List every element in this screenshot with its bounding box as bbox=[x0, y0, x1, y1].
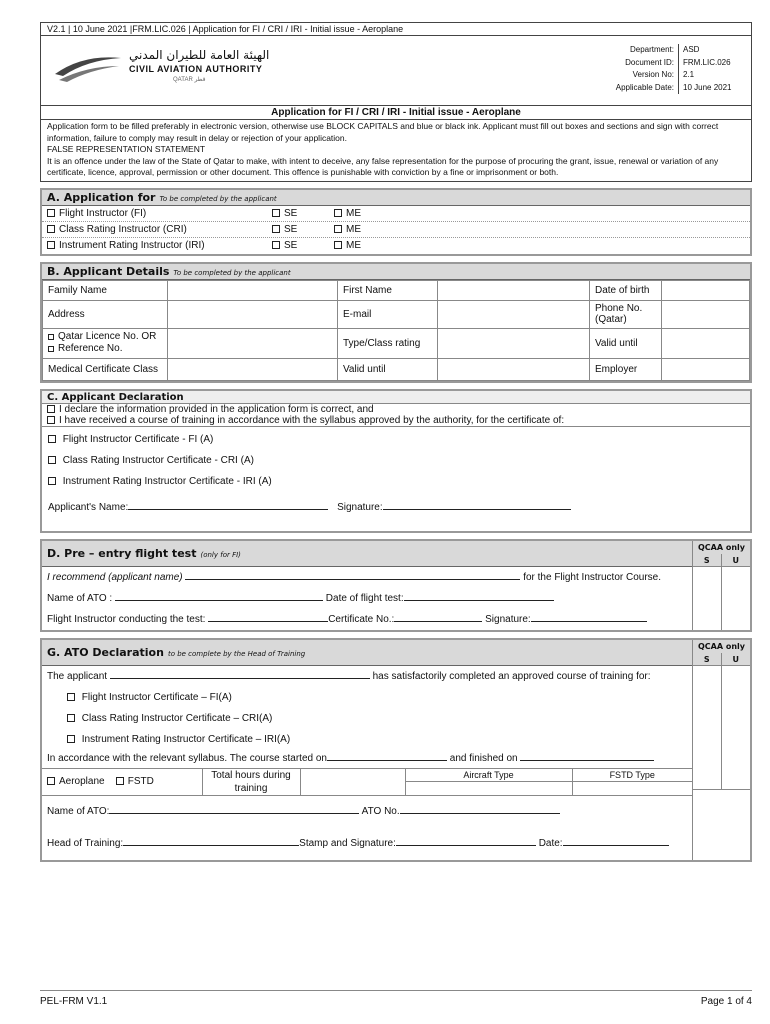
certificate-no-label: Certificate No.: bbox=[328, 613, 395, 625]
fi-checkbox[interactable] bbox=[47, 209, 55, 217]
logo-arabic-text: الهيئة العامة للطيران المدني bbox=[129, 48, 270, 62]
cri-cert-checkbox[interactable] bbox=[48, 456, 56, 464]
applicant-name-field[interactable] bbox=[128, 500, 328, 510]
ato-iri-checkbox[interactable] bbox=[67, 735, 75, 743]
fi-se-checkbox[interactable] bbox=[272, 209, 280, 217]
type-class-rating-label: Type/Class rating bbox=[338, 328, 438, 358]
medical-class-label: Medical Certificate Class bbox=[43, 358, 168, 380]
section-b-applicant-details bbox=[40, 262, 752, 383]
iri-se-checkbox[interactable] bbox=[272, 241, 280, 249]
ato-g-name-field[interactable] bbox=[109, 804, 359, 814]
ato-applicant-name-field[interactable] bbox=[110, 669, 370, 679]
form-code: PEL-FRM V1.1 bbox=[40, 996, 108, 1007]
fi-label: Flight Instructor (FI) bbox=[59, 207, 147, 219]
ato-iri-label: Instrument Rating Instructor Certificate – IRI(A) bbox=[81, 733, 291, 745]
section-note: (only for FI) bbox=[200, 550, 241, 559]
address-label: Address bbox=[43, 300, 168, 328]
qcaa-box bbox=[692, 541, 750, 630]
instructor-field[interactable] bbox=[208, 612, 328, 622]
recommend-name-field[interactable] bbox=[185, 570, 520, 580]
iri-cert-label: Instrument Rating Instructor Certificate - IRI (A) bbox=[62, 475, 272, 487]
ato-name-label: Name of ATO: bbox=[47, 805, 110, 817]
qcaa-label: QCAA only bbox=[693, 541, 750, 554]
type-class-rating-field[interactable] bbox=[438, 328, 590, 358]
me-label: ME bbox=[346, 207, 361, 219]
fi-cert-checkbox[interactable] bbox=[48, 435, 56, 443]
section-note: to be complete by the Head of Training bbox=[167, 649, 306, 658]
cri-se-checkbox[interactable] bbox=[272, 225, 280, 233]
qcaa-label: QCAA only bbox=[693, 640, 750, 653]
ato-name-label: Name of ATO : bbox=[47, 592, 113, 604]
section-note: To be completed by the applicant bbox=[159, 194, 277, 203]
valid-until-label: Valid until bbox=[590, 328, 662, 358]
me-label: ME bbox=[346, 239, 361, 251]
applicant-label: The applicant bbox=[47, 670, 108, 682]
declare-correct-text: I declare the information provided in the application form is correct, and bbox=[59, 403, 374, 415]
applicant-details-table bbox=[42, 280, 750, 381]
section-header bbox=[42, 640, 692, 666]
qcaa-s-field[interactable] bbox=[693, 567, 722, 630]
se-label: SE bbox=[284, 207, 298, 219]
course-start-field[interactable] bbox=[327, 751, 447, 761]
ato-fi-checkbox[interactable] bbox=[67, 693, 75, 701]
aeroplane-checkbox[interactable] bbox=[47, 777, 55, 785]
licence-number-field[interactable] bbox=[168, 328, 338, 358]
email-field[interactable] bbox=[438, 300, 590, 328]
cri-label: Class Rating Instructor (CRI) bbox=[59, 223, 187, 235]
page-footer bbox=[40, 990, 752, 1007]
course-started-label: In accordance with the relevant syllabus. The course started on bbox=[47, 752, 327, 764]
fi-cert-label: Flight Instructor Certificate - FI (A) bbox=[62, 433, 214, 445]
section-title: A. Application for bbox=[47, 190, 156, 204]
cri-checkbox[interactable] bbox=[47, 225, 55, 233]
section-title: G. ATO Declaration bbox=[47, 645, 164, 659]
form-header bbox=[40, 36, 752, 106]
se-label: SE bbox=[284, 223, 298, 235]
recommend-label: I recommend (applicant name) bbox=[47, 571, 183, 583]
qcaa-u-label: U bbox=[732, 654, 739, 664]
aeroplane-label: Aeroplane bbox=[59, 776, 105, 787]
section-header bbox=[42, 391, 750, 404]
head-training-field[interactable] bbox=[123, 836, 299, 846]
stamp-signature-label: Stamp and Signature: bbox=[299, 837, 396, 849]
ato-cri-checkbox[interactable] bbox=[67, 714, 75, 722]
fstd-label: FSTD bbox=[127, 776, 154, 787]
fstd-type-label: FSTD Type bbox=[572, 768, 692, 782]
fstd-checkbox[interactable] bbox=[116, 777, 124, 785]
fi-me-checkbox[interactable] bbox=[334, 209, 342, 217]
me-label: ME bbox=[346, 223, 361, 235]
ato-name-field[interactable] bbox=[115, 591, 323, 601]
family-name-field[interactable] bbox=[168, 280, 338, 300]
cri-me-checkbox[interactable] bbox=[334, 225, 342, 233]
meta-key: Applicable Date: bbox=[601, 82, 679, 95]
declare-training-text: I have received a course of training in accordance with the syllabus approved by the authority, for the certificate of: bbox=[59, 414, 565, 426]
logo-english-text: CIVIL AVIATION AUTHORITY bbox=[129, 64, 263, 74]
section-header bbox=[42, 264, 750, 280]
form-page bbox=[40, 22, 752, 862]
medical-valid-label: Valid until bbox=[338, 358, 438, 380]
iri-checkbox[interactable] bbox=[47, 241, 55, 249]
instructor-label: Flight Instructor conducting the test: bbox=[47, 613, 206, 625]
qcaa-u-field[interactable] bbox=[722, 666, 750, 789]
ato-number-label: ATO No. bbox=[361, 805, 400, 817]
first-name-label: First Name bbox=[338, 280, 438, 300]
fstd-type-field[interactable] bbox=[572, 782, 692, 796]
phone-field[interactable] bbox=[662, 300, 750, 328]
applicant-name-label: Applicant's Name: bbox=[48, 501, 129, 513]
iri-label: Instrument Rating Instructor (IRI) bbox=[59, 239, 205, 251]
email-label: E-mail bbox=[338, 300, 438, 328]
meta-key: Department: bbox=[601, 44, 679, 57]
ato-number-field[interactable] bbox=[400, 804, 560, 814]
declare-correct-checkbox[interactable] bbox=[47, 405, 55, 413]
ato-cri-label: Class Rating Instructor Certificate – CRI(A) bbox=[81, 712, 273, 724]
completed-text: has satisfactorily completed an approved course of training for: bbox=[372, 670, 651, 682]
meta-value: ASD bbox=[683, 45, 700, 54]
training-table bbox=[42, 768, 692, 796]
course-finish-field[interactable] bbox=[520, 751, 654, 761]
medical-valid-field[interactable] bbox=[438, 358, 590, 380]
section-c-declaration bbox=[40, 389, 752, 533]
ato-fi-label: Flight Instructor Certificate – FI(A) bbox=[81, 691, 232, 703]
reference-no-label: Reference No. bbox=[58, 343, 123, 354]
logo-country-text: QATAR قطر bbox=[173, 77, 206, 83]
swoosh-logo-icon bbox=[53, 52, 123, 86]
qcaa-u-label: U bbox=[732, 555, 739, 565]
signature-label: Signature: bbox=[337, 501, 383, 513]
employer-label: Employer bbox=[590, 358, 662, 380]
iri-me-checkbox[interactable] bbox=[334, 241, 342, 249]
total-hours-label: Total hours during training bbox=[202, 768, 300, 795]
section-title: C. Applicant Declaration bbox=[47, 391, 184, 403]
medical-class-field[interactable] bbox=[168, 358, 338, 380]
flight-test-date-field[interactable] bbox=[404, 591, 554, 601]
form-instructions bbox=[40, 120, 752, 182]
qcaa-s-label: S bbox=[693, 653, 722, 665]
aircraft-type-field[interactable] bbox=[405, 782, 572, 796]
recommend-suffix: for the Flight Instructor Course. bbox=[523, 571, 662, 583]
dob-field[interactable] bbox=[662, 280, 750, 300]
first-name-field[interactable] bbox=[438, 280, 590, 300]
section-header bbox=[42, 190, 750, 206]
section-title: B. Applicant Details bbox=[47, 264, 170, 278]
section-title: D. Pre – entry flight test bbox=[47, 546, 197, 560]
qatar-licence-checkbox[interactable] bbox=[48, 334, 54, 340]
meta-value: FRM.LIC.026 bbox=[683, 57, 731, 67]
document-reference-line: V2.1 | 10 June 2021 |FRM.LIC.026 | Application for FI / CRI / IRI - Initial issue - Aeroplane bbox=[40, 22, 752, 36]
applicant-signature-field[interactable] bbox=[383, 500, 571, 510]
meta-key: Version No: bbox=[601, 69, 679, 82]
false-statement-text: It is an offence under the law of the State of Qatar to make, with intent to deceive, any false representation for the purpose of procuring the grant, issue, renewal or variation of any certificate, licence, approval, permission or other document. This offence is punishable with conviction by a fine or imprisonment or both. bbox=[47, 155, 719, 177]
flight-test-date-label: Date of flight test: bbox=[325, 592, 404, 604]
instructions-text: Application form to be filled preferably in electronic version, otherwise use BLOCK CAPITALS and blue or black ink. Applicant must fill out boxes and sections and sign with correct information, failure to comply may result in delay or rejection of your application. bbox=[47, 121, 719, 143]
certificate-no-field[interactable] bbox=[394, 612, 482, 622]
qcaa-s-label: S bbox=[693, 554, 722, 566]
section-note: To be completed by the applicant bbox=[173, 268, 291, 277]
document-meta bbox=[601, 36, 751, 94]
meta-value: 2.1 bbox=[683, 70, 695, 79]
family-name-label: Family Name bbox=[43, 280, 168, 300]
false-statement-heading: FALSE REPRESENTATION STATEMENT bbox=[47, 144, 206, 154]
course-finished-label: and finished on bbox=[449, 752, 518, 764]
caa-logo bbox=[53, 46, 293, 96]
employer-field[interactable] bbox=[662, 358, 750, 380]
aircraft-type-label: Aircraft Type bbox=[405, 768, 572, 782]
section-d-preentry-test bbox=[40, 539, 752, 632]
meta-key: Document ID: bbox=[601, 57, 679, 70]
page-number: Page 1 of 4 bbox=[700, 996, 752, 1007]
dob-label: Date of birth bbox=[590, 280, 662, 300]
phone-label: Phone No. (Qatar) bbox=[590, 300, 662, 328]
qcaa-s-field[interactable] bbox=[693, 666, 722, 789]
address-field[interactable] bbox=[168, 300, 338, 328]
section-a-application bbox=[40, 188, 752, 256]
head-date-field[interactable] bbox=[563, 836, 669, 846]
qatar-licence-label: Qatar Licence No. OR bbox=[58, 331, 157, 342]
head-training-label: Head of Training: bbox=[47, 837, 124, 849]
iri-cert-checkbox[interactable] bbox=[48, 477, 56, 485]
cri-cert-label: Class Rating Instructor Certificate - CRI (A) bbox=[62, 454, 254, 466]
rating-valid-until-field[interactable] bbox=[662, 328, 750, 358]
stamp-signature-field[interactable] bbox=[396, 836, 536, 846]
reference-no-checkbox[interactable] bbox=[48, 346, 54, 352]
section-header bbox=[42, 541, 692, 567]
total-hours-field[interactable] bbox=[300, 768, 405, 795]
declare-training-checkbox[interactable] bbox=[47, 416, 55, 424]
qcaa-box bbox=[692, 640, 750, 860]
meta-value: 10 June 2021 bbox=[683, 82, 732, 92]
form-title: Application for FI / CRI / IRI - Initial issue - Aeroplane bbox=[40, 106, 752, 120]
se-label: SE bbox=[284, 239, 298, 251]
section-g-ato-declaration bbox=[40, 638, 752, 862]
qcaa-u-field[interactable] bbox=[722, 567, 750, 630]
instructor-signature-label: Signature: bbox=[485, 613, 531, 625]
date-label: Date: bbox=[538, 837, 563, 849]
instructor-signature-field[interactable] bbox=[531, 612, 647, 622]
